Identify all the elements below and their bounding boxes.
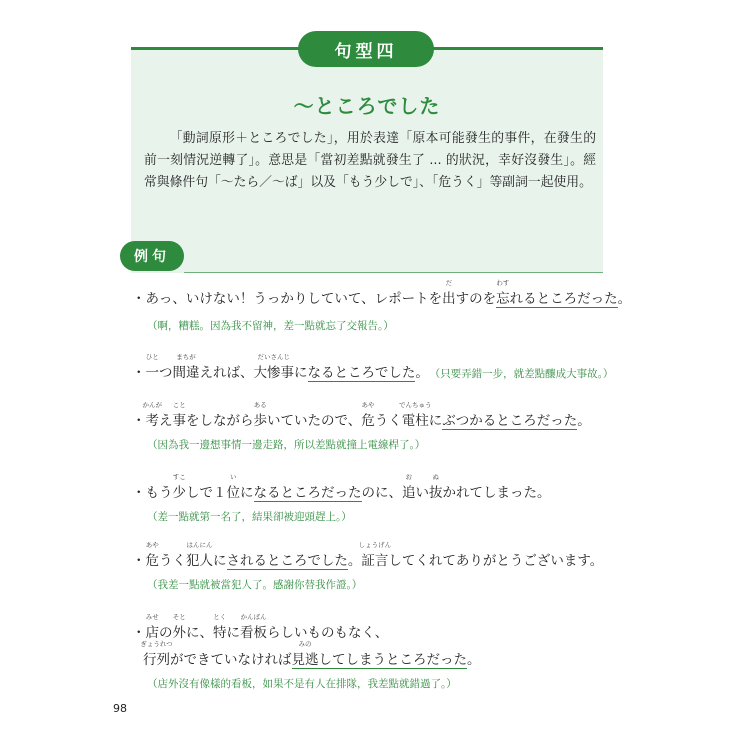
grammar-description [144, 128, 596, 194]
furigana: まちが [176, 353, 196, 361]
example-translation-2: （只要弄錯一步，就差點釀成大事故。） [434, 368, 614, 380]
grammar-underline: されるところでした [226, 553, 348, 569]
example-sentence-1: ・あっ、いけない！うっかりしていて、レポートを だ 出すのを わす 忘れるところだった。 [132, 279, 632, 307]
furigana: お [405, 473, 412, 481]
example-sentence-4: ・もう すこ 少しで１ い 位になるところだったのに、 お 追い ぬ 抜かれてしまった。 [132, 473, 551, 501]
description-text: 「動詞原形＋ところでした」，用於表達「原本可能發生的事件，在發生的前一刻情況逆轉了」。意思是「當初差點就發生了 ... 的狀況，幸好沒發生」。經常與條件句「～たら／～ば」以及「もう少しで」、「危うく」等副詞一起使用。 [144, 131, 596, 190]
example-translation-3: （因為我一邊想事情一邊走路，所以差點就撞上電線桿了。） [147, 439, 426, 451]
grammar-panel [131, 50, 603, 273]
ruby-word: ある 歩 [253, 401, 267, 429]
ruby-word: まちが 間違 [172, 353, 200, 381]
ruby-word: ぬ 抜 [429, 473, 443, 501]
grammar-underline: わす 忘れるところだった [496, 279, 618, 307]
ruby-word: とく 特 [213, 613, 227, 641]
furigana: しょうげん [358, 541, 392, 549]
example-translation-5: （我差一點就被當犯人了。感謝你替我作證。） [147, 579, 363, 591]
example-sentence-2: ・ ひと 一つ まちが 間違えれば、 だいさんじ 大惨事になるところでした。 （只要弄錯一步，就差點釀成大事故。） [132, 353, 614, 381]
ruby-word: はんにん 犯人 [186, 541, 213, 569]
example-translation-6: （店外沒有像樣的看板，如果不是有人在排隊，我差點就錯過了。） [147, 678, 457, 690]
grammar-underline: ぶつかるところだった [442, 413, 578, 429]
example-sentence-5: ・ あや 危うく はんにん 犯人にされるところでした。 しょうげん 証言してくれてありがとうございます。 [132, 541, 604, 569]
furigana: ぎょうれつ [140, 640, 173, 648]
furigana: みせ [145, 613, 159, 621]
grammar-underline: みの 見逃してしまうところだった [291, 640, 467, 668]
section-label: 句型四 [298, 31, 434, 67]
ruby-word: でんちゅう 電柱 [398, 401, 432, 429]
ruby-word: お 追 [402, 473, 416, 501]
example-sentence-6b: ぎょうれつ 行列ができていなければ みの 見逃してしまうところだった。 [140, 640, 481, 668]
furigana: かんが [142, 401, 162, 409]
example-sentence-6a: ・ みせ 店の そと 外に、 とく 特に かんばん 看板らしいものもなく、 [132, 613, 389, 641]
ruby-word: かんが 考 [142, 401, 162, 429]
grammar-underline: なるところだった [253, 485, 362, 501]
examples-label: 例句 [120, 241, 184, 271]
grammar-heading: ～ところでした [293, 94, 441, 118]
furigana: ぬ [432, 473, 439, 481]
furigana: だいさんじ [257, 353, 290, 361]
example-translation-1: （啊，糟糕。因為我不留神，差一點就忘了交報告。） [147, 320, 394, 332]
furigana: こと [172, 401, 186, 409]
ruby-word: ぎょうれつ 行列 [140, 640, 173, 668]
furigana: だ [445, 279, 453, 287]
furigana: わす [496, 279, 510, 287]
ruby-word: ひと 一 [145, 353, 159, 381]
example-sentence-3: ・ かんが 考え こと 事をしながら ある 歩いていたので、 あや 危うく でんちゅう 電柱にぶつかるところだった。 [132, 401, 591, 429]
ruby-word: だ 出 [442, 279, 456, 307]
furigana: すこ [172, 473, 186, 481]
ruby-word: みせ 店 [145, 613, 159, 641]
ruby-word: みの 見逃 [291, 640, 319, 668]
ruby-word: しょうげん 証言 [358, 541, 392, 569]
furigana: そと [172, 613, 186, 621]
furigana: ある [253, 401, 267, 409]
page-number: 98 [113, 702, 127, 715]
furigana: ひと [145, 353, 159, 361]
ruby-word: すこ 少 [172, 473, 186, 501]
furigana: でんちゅう [398, 401, 432, 409]
ruby-word: だいさんじ 大惨事 [253, 353, 294, 381]
furigana: あや [361, 401, 375, 409]
furigana: とく [213, 613, 227, 621]
furigana: みの [298, 640, 312, 648]
ruby-word: あや 危 [361, 401, 375, 429]
grammar-underline: なるところでした [307, 365, 416, 381]
ruby-word: そと 外 [172, 613, 186, 641]
ruby-word: かんばん 看板 [240, 613, 267, 641]
furigana: あや [145, 541, 159, 549]
furigana: い [230, 473, 237, 481]
ruby-word: い 位 [226, 473, 240, 501]
ruby-word: あや 危 [145, 541, 159, 569]
ruby-word: こと 事 [172, 401, 186, 429]
examples-rule [184, 272, 603, 273]
furigana: はんにん [186, 541, 213, 549]
example-translation-4: （差一點就第一名了，結果卻被迎頭趕上。） [147, 511, 352, 523]
ruby-word: わす 忘 [496, 279, 510, 307]
furigana: かんばん [240, 613, 267, 621]
